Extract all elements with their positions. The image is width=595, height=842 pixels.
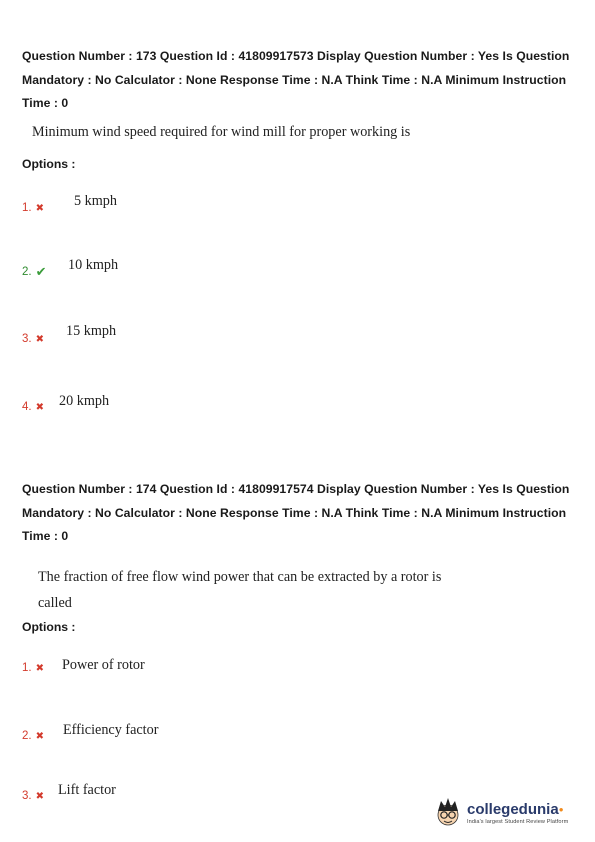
meta-line: Mandatory : No Calculator : None Response Time : N.A Think Time : N.A Minimum Instruction xyxy=(22,505,567,520)
wrong-mark-icon: ✖ xyxy=(35,730,44,742)
options-label: Options : xyxy=(22,157,76,171)
wrong-mark-icon: ✖ xyxy=(35,202,44,214)
option-text: Power of rotor xyxy=(62,657,145,673)
option-index: 3. xyxy=(22,333,32,345)
option-text: Efficiency factor xyxy=(63,722,159,738)
brand-name: collegedunia● xyxy=(467,801,564,818)
wrong-mark-icon: ✖ xyxy=(35,662,44,674)
collegedunia-logo xyxy=(433,792,583,834)
option-index: 3. xyxy=(22,790,32,802)
correct-check-icon: ✔ xyxy=(35,264,47,279)
option-text: 10 kmph xyxy=(68,257,119,273)
question-line: The fraction of free flow wind power that can be extracted by a rotor is xyxy=(38,569,442,585)
meta-line: Time : 0 xyxy=(22,529,69,543)
option-number xyxy=(22,662,44,674)
option-index: 1. xyxy=(22,662,32,674)
question-174-text xyxy=(38,564,441,616)
meta-line: Mandatory : No Calculator : None Response Time : N.A Think Time : N.A Minimum Instruction xyxy=(22,72,567,87)
meta-line: Question Number : 173 Question Id : 41809917573 Display Question Number : Yes Is Question xyxy=(22,49,570,63)
brand-tagline: India's largest Student Review Platform xyxy=(467,819,569,825)
option-text: Lift factor xyxy=(58,782,116,798)
mascot-icon xyxy=(433,795,463,831)
question-173-text: Minimum wind speed required for wind mill for proper working is xyxy=(32,124,411,140)
option-text: 15 kmph xyxy=(66,323,117,339)
meta-line: Question Number : 174 Question Id : 41809917574 Display Question Number : Yes Is Question xyxy=(22,482,570,496)
wrong-mark-icon: ✖ xyxy=(35,790,44,802)
logo-text xyxy=(467,801,568,825)
option-number xyxy=(22,264,47,280)
question-line: called xyxy=(38,595,72,611)
question-174-meta xyxy=(22,478,582,549)
wrong-mark-icon: ✖ xyxy=(35,333,44,345)
question-173-meta xyxy=(22,45,582,116)
option-number xyxy=(22,730,44,742)
option-index: 1. xyxy=(22,202,32,214)
option-number xyxy=(22,333,44,345)
option-index: 2. xyxy=(22,266,32,278)
option-index: 4. xyxy=(22,401,32,413)
option-text: 20 kmph xyxy=(59,393,110,409)
option-number xyxy=(22,790,44,802)
option-index: 2. xyxy=(22,730,32,742)
option-text: 5 kmph xyxy=(74,193,117,209)
wrong-mark-icon: ✖ xyxy=(35,401,44,413)
meta-line: Time : 0 xyxy=(22,96,69,110)
option-number xyxy=(22,202,44,214)
options-label: Options : xyxy=(22,620,76,634)
option-number xyxy=(22,401,44,413)
